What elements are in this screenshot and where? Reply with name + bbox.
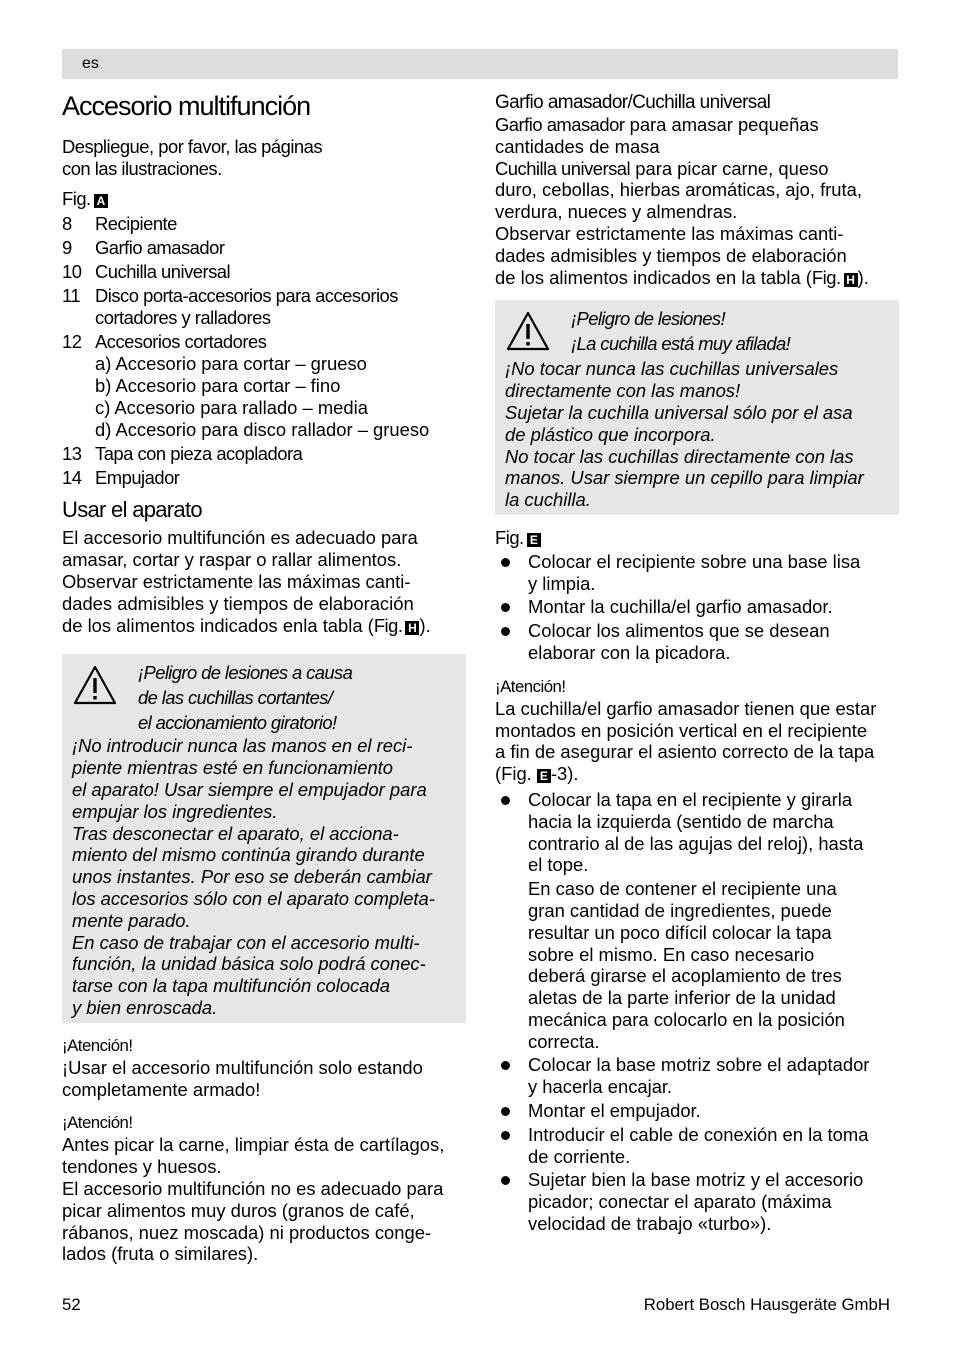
attention-line: lados (fruta o similares). xyxy=(62,1243,259,1265)
warning-line: la cuchilla. xyxy=(505,489,591,511)
step-line: Colocar la base motriz sobre el adaptador xyxy=(528,1054,870,1076)
warning-triangle-icon xyxy=(72,664,118,706)
warning-line: piente mientras esté en funcionamiento xyxy=(72,757,394,779)
attention-text: (Fig. xyxy=(495,763,537,785)
usage-text: ). xyxy=(419,614,431,636)
term-bold: Cuchilla universal xyxy=(495,157,631,179)
warning-box xyxy=(62,654,466,1022)
intro-line-1: Despliegue, por favor, las páginas xyxy=(62,136,323,157)
fig-h-icon: H xyxy=(844,273,858,287)
warning-line: de plástico que incorpora. xyxy=(505,423,716,445)
step-line: sobre el mismo. En caso necesario xyxy=(528,943,815,965)
warning-line: tarse con la tapa multifunción colocada xyxy=(72,975,390,997)
warning-heading-line: de las cuchillas cortantes/ xyxy=(138,687,333,709)
intro-line-2: con las ilustraciones. xyxy=(62,157,222,179)
step-line: velocidad de trabajo «turbo»). xyxy=(528,1213,772,1235)
list-item xyxy=(62,467,466,489)
step-line: mecánica para colocarlo en la posición xyxy=(528,1008,845,1030)
warning-heading xyxy=(72,660,456,735)
sub-item: c) Accesorio para rallado – media xyxy=(95,397,368,419)
warning-line: manos. Usar siempre un cepillo para limpiar xyxy=(505,467,864,489)
step-line: deberá girarse el acoplamiento de tres xyxy=(528,965,842,987)
warning-line: función, la unidad básica solo podrá conec- xyxy=(72,953,426,975)
fig-a-icon: A xyxy=(94,194,108,208)
step-line: Montar el empujador. xyxy=(528,1100,701,1122)
item-number: 10 xyxy=(62,261,82,283)
step-line: hacia la izquierda (sentido de marcha xyxy=(528,810,834,832)
item-number: 13 xyxy=(62,443,82,465)
usage-text: de los alimentos indicados enla tabla ( xyxy=(62,614,374,636)
step-line: de corriente. xyxy=(528,1145,631,1167)
list-item xyxy=(62,285,466,329)
warning-heading-line: ¡Peligro de lesiones a causa xyxy=(138,662,353,684)
warning-line: ¡No tocar nunca las cuchillas universales xyxy=(505,358,839,380)
item-text: Garfio amasador xyxy=(95,237,225,259)
sub-item: b) Accesorio para cortar – fino xyxy=(95,375,341,397)
usage-title: Usar el aparato xyxy=(62,497,202,523)
item-number: 12 xyxy=(62,331,82,353)
attention-line: tendones y huesos. xyxy=(62,1156,222,1178)
page-title: Accesorio multifunción xyxy=(62,91,311,121)
fig-label: Fig. xyxy=(373,614,403,636)
warning-line: miento del mismo continúa girando durante xyxy=(72,844,425,866)
attention-line: a fin de asegurar el asiento correcto de la tapa xyxy=(495,741,875,763)
usage-line: dades admisibles y tiempos de elaboración xyxy=(62,592,414,614)
step-line: y limpia. xyxy=(528,572,596,594)
warning-box xyxy=(495,300,899,515)
list-item xyxy=(495,1100,899,1122)
list-item xyxy=(62,261,466,283)
warning-line: empujar los ingredientes. xyxy=(72,800,278,822)
attention-line: Antes picar la carne, limpiar ésta de cartílagos, xyxy=(62,1134,445,1156)
attention-line: rábanos, nuez moscada) ni productos conge- xyxy=(62,1221,432,1243)
steps-list xyxy=(495,789,899,1235)
step-line: contrario al de las agujas del reloj), hasta xyxy=(528,832,864,854)
warning-line: ¡No introducir nunca las manos en el reci- xyxy=(72,735,413,757)
list-item xyxy=(62,331,466,441)
step-line: Introducir el cable de conexión en la toma xyxy=(528,1123,869,1145)
list-item xyxy=(495,1169,899,1234)
step-line: picador; conectar el aparato (máxima xyxy=(528,1191,832,1213)
attention-line: completamente armado! xyxy=(62,1078,261,1100)
paragraph-line: cantidades de masa xyxy=(495,135,660,157)
attention-heading: ¡Atención! xyxy=(495,676,566,696)
item-number: 8 xyxy=(62,213,72,235)
step-line: el tope. xyxy=(528,854,589,876)
attention-line: El accesorio multifunción no es adecuado para xyxy=(62,1177,444,1199)
fig-e-ref xyxy=(495,527,899,549)
warning-heading-line: ¡Peligro de lesiones! xyxy=(571,308,726,330)
warning-line: el aparato! Usar siempre el empujador para xyxy=(72,778,427,800)
warning-triangle-icon xyxy=(505,310,551,352)
item-text: Disco porta-accesorios para accesorios cortadores y ralladores xyxy=(95,285,398,329)
warning-line: No tocar las cuchillas directamente con las xyxy=(505,445,854,467)
fig-label: Fig. xyxy=(495,526,524,548)
fig-label: Fig. xyxy=(62,187,91,209)
list-item xyxy=(62,213,466,235)
sub-item: d) Accesorio para disco rallador – grueso xyxy=(95,419,430,441)
item-text: Accesorios cortadores xyxy=(95,331,267,353)
attention-heading: ¡Atención! xyxy=(62,1035,133,1055)
step-line: aletas de la parte inferior de la unidad xyxy=(528,987,836,1009)
step-line: En caso de contener el recipiente una xyxy=(528,878,837,900)
attention-line: ¡Usar el accesorio multifunción solo estando xyxy=(62,1056,423,1078)
fig-e-icon: E xyxy=(527,533,541,547)
attention-line: La cuchilla/el garfio amasador tienen que estar xyxy=(495,697,877,719)
usage-line: Observar estrictamente las máximas canti- xyxy=(62,570,411,592)
term-bold: Garfio amasador xyxy=(495,114,625,135)
attention-line: picar alimentos muy duros (granos de café, xyxy=(62,1199,415,1221)
list-item xyxy=(495,596,899,618)
usage-line: amasar, cortar y raspar o rallar alimentos. xyxy=(62,549,402,571)
warning-line: y bien enroscada. xyxy=(72,996,218,1018)
warning-line: En caso de trabajar con el accesorio multi- xyxy=(72,931,420,953)
warning-heading-line: el accionamiento giratorio! xyxy=(138,712,337,734)
list-item-continuation xyxy=(495,878,899,1052)
paragraph-text: ). xyxy=(857,266,869,288)
warning-line: unos instantes. Por eso se deberán cambiar xyxy=(72,866,432,888)
list-item xyxy=(62,237,466,259)
term-desc: para amasar pequeñas xyxy=(624,114,819,135)
sub-item: a) Accesorio para cortar – grueso xyxy=(95,353,367,375)
page-number: 52 xyxy=(62,1295,81,1314)
list-item xyxy=(495,620,899,664)
attention-text: -3). xyxy=(550,763,579,785)
list-item xyxy=(495,551,899,595)
warning-heading-line: ¡La cuchilla está muy afilada! xyxy=(571,333,791,355)
attention-line xyxy=(495,763,899,785)
warning-line: los accesorios sólo con el aparato completa- xyxy=(72,887,435,909)
list-item xyxy=(62,443,466,465)
step-line: elaborar con la picadora. xyxy=(528,641,731,663)
item-text: Tapa con pieza acopladora xyxy=(95,443,303,465)
item-text: Recipiente xyxy=(95,213,177,235)
step-line: gran cantidad de ingredientes, puede xyxy=(528,899,832,921)
step-line: correcta. xyxy=(528,1030,600,1052)
item-number: 9 xyxy=(62,237,72,259)
paragraph-text: de los alimentos indicados en la tabla ( xyxy=(495,266,812,288)
step-line: y hacerla encajar. xyxy=(528,1076,673,1098)
list-item xyxy=(495,1124,899,1168)
paragraph-line xyxy=(495,158,899,180)
usage-line xyxy=(62,615,466,637)
language-bar xyxy=(62,49,898,79)
usage-line: El accesorio multifunción es adecuado para xyxy=(62,527,418,549)
steps-list xyxy=(495,551,899,664)
parts-list xyxy=(62,213,466,489)
warning-line: Tras desconectar el aparato, el acciona- xyxy=(72,822,399,844)
fig-h-icon: H xyxy=(405,621,419,635)
term-desc: para picar carne, queso xyxy=(630,157,829,179)
fig-a-ref xyxy=(62,188,466,210)
left-column xyxy=(62,88,466,1265)
list-item xyxy=(495,1054,899,1098)
step-line: Colocar el recipiente sobre una base lisa xyxy=(528,550,861,572)
attention-heading: ¡Atención! xyxy=(62,1113,133,1133)
item-text: Empujador xyxy=(95,467,180,489)
paragraph-line xyxy=(495,267,899,289)
attention-line: montados en posición vertical en el recipiente xyxy=(495,719,868,741)
item-text: Cuchilla universal xyxy=(95,261,231,283)
warning-line: directamente con las manos! xyxy=(505,380,741,402)
language-code: es xyxy=(82,55,99,72)
paragraph-line: Observar estrictamente las máximas canti- xyxy=(495,222,844,244)
step-line: Sujetar bien la base motriz y el accesorio xyxy=(528,1169,864,1191)
paragraph-line: dades admisibles y tiempos de elaboración xyxy=(495,244,847,266)
list-item xyxy=(495,789,899,876)
warning-heading xyxy=(505,306,889,358)
step-line: Montar la cuchilla/el garfio amasador. xyxy=(528,596,833,618)
paragraph-line: verdura, nueces y almendras. xyxy=(495,201,738,223)
step-line: Colocar la tapa en el recipiente y girarla xyxy=(528,788,853,810)
company-name: Robert Bosch Hausgeräte GmbH xyxy=(643,1295,890,1314)
paragraph-line xyxy=(495,114,899,136)
step-line: resultar un poco difícil colocar la tapa xyxy=(528,921,832,943)
step-line: Colocar los alimentos que se desean xyxy=(528,620,830,642)
warning-line: mente parado. xyxy=(72,909,191,931)
fig-label: Fig. xyxy=(811,266,841,288)
section-subtitle: Garfio amasador/Cuchilla universal xyxy=(495,92,771,113)
right-column xyxy=(495,92,899,1237)
paragraph-line: duro, cebollas, hierbas aromáticas, ajo, fruta, xyxy=(495,179,862,201)
fig-e-icon: E xyxy=(537,769,551,783)
warning-line: Sujetar la cuchilla universal sólo por el asa xyxy=(505,401,853,423)
item-number: 14 xyxy=(62,467,82,489)
item-number: 11 xyxy=(62,285,81,307)
